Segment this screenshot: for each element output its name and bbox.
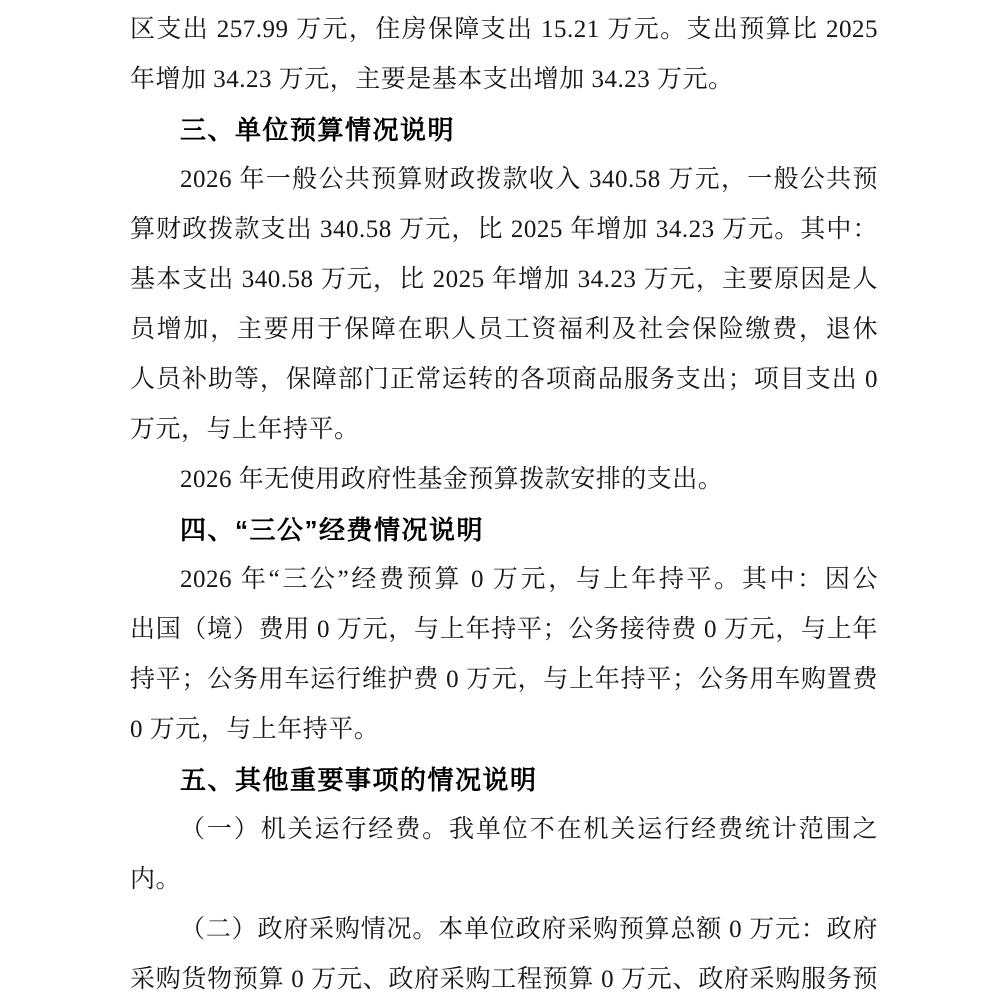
text-line: 员增加，主要用于保障在职人员工资福利及社会保险缴费，退休 — [130, 316, 878, 343]
text-line: 区支出 257.99 万元，住房保障支出 15.21 万元。支出预算比 2025 — [130, 16, 878, 43]
text-line: 采购货物预算 0 万元、政府采购工程预算 0 万元、政府采购服务预 — [130, 966, 878, 993]
text-line: 2026 年一般公共预算财政拨款收入 340.58 万元，一般公共预 — [180, 166, 878, 193]
text-line: 2026 年无使用政府性基金预算拨款安排的支出。 — [180, 466, 724, 493]
text-line: （一）机关运行经费。我单位不在机关运行经费统计范围之 — [180, 816, 878, 843]
text-line: 基本支出 340.58 万元，比 2025 年增加 34.23 万元，主要原因是人 — [130, 266, 878, 293]
text-line: （二）政府采购情况。本单位政府采购预算总额 0 万元：政府 — [180, 916, 878, 943]
text-line: 人员补助等，保障部门正常运转的各项商品服务支出；项目支出 0 — [130, 366, 878, 393]
section-heading: 四、“三公”经费情况说明 — [180, 515, 485, 545]
text-line: 2026 年“三公”经费预算 0 万元，与上年持平。其中：因公 — [180, 566, 878, 593]
section-heading: 五、其他重要事项的情况说明 — [180, 765, 538, 795]
text-line: 持平；公务用车运行维护费 0 万元，与上年持平；公务用车购置费 — [130, 666, 878, 693]
text-line: 年增加 34.23 万元，主要是基本支出增加 34.23 万元。 — [130, 66, 734, 93]
text-line: 算财政拨款支出 340.58 万元，比 2025 年增加 34.23 万元。其中： — [130, 216, 878, 243]
text-line: 万元，与上年持平。 — [130, 416, 360, 443]
text-line: 0 万元，与上年持平。 — [130, 716, 380, 743]
section-heading: 三、单位预算情况说明 — [180, 115, 456, 145]
text-line: 内。 — [130, 866, 182, 893]
text-line: 出国（境）费用 0 万元，与上年持平；公务接待费 0 万元，与上年 — [130, 616, 878, 643]
